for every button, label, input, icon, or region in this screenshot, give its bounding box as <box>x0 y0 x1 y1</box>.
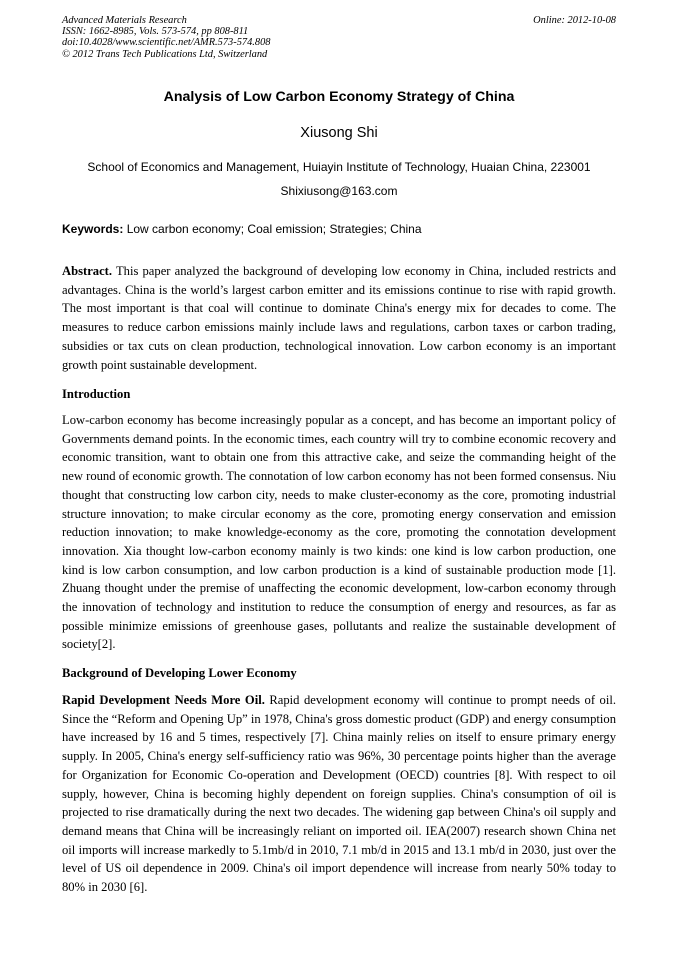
author-affiliation: School of Economics and Management, Huiayin Institute of Technology, Huaian China, 223001 <box>87 160 591 174</box>
issn-line: ISSN: 1662-8985, Vols. 573-574, pp 808-811 <box>62 26 249 38</box>
journal-header <box>62 15 616 60</box>
background-heading: Background of Developing Lower Economy <box>62 666 297 680</box>
abstract-text: This paper analyzed the background of developing low economy in China, included restricts and advantages. China is the world’s largest carbon emitter and its emissions continue to rise with rapid growth. The most important is that coal will continue to dominate China's energy mix for decades to come. The measures to reduce carbon emissions mainly include laws and regulations, carbon taxes or carbon trading, subsidies or tax cuts on clean production, technological innovation. Low carbon economy is an important growth point sustainable development. <box>62 264 616 372</box>
introduction-paragraph: Low-carbon economy has become increasingly popular as a concept, and has become an important policy of Governments demand points. In the economic times, each country will try to combine economic recovery and economic transition, want to obtain one from this attractive cake, and seize the commanding height of the new round of economic growth. The connotation of low carbon economy has not been formed consensus. Niu thought that constructing low carbon city, needs to make cluster-economy as the core, promoting industrial structure innovation; to make circular economy as the core, promoting energy conservation and emission reduction innovation; to make knowledge-economy as the core, promoting the connotation development innovation. Xia thought low-carbon economy mainly is two kinds: one kind is low carbon production, one kind is low carbon consumption, and low carbon production is a kind of sustainable production mode [1]. Zhuang thought under the premise of unaffecting the economic development, low-carbon economy through the innovation of technology and institution to reduce the consumption of energy and resources, as far as possible minimize emissions of greenhouse gases, pollutants and realize the sustainable development of society[2]. <box>62 413 616 652</box>
online-date: Online: 2012-10-08 <box>533 15 616 26</box>
journal-name: Advanced Materials Research <box>62 15 187 26</box>
abstract-label: Abstract. <box>62 264 113 278</box>
introduction-heading: Introduction <box>62 387 131 401</box>
keywords <box>62 222 616 236</box>
author-name: Xiusong Shi <box>300 125 378 141</box>
copyright-line: © 2012 Trans Tech Publications Ltd, Switzerland <box>62 48 268 60</box>
keywords-label: Keywords: <box>62 222 124 236</box>
author-email: Shixiusong@163.com <box>280 184 398 198</box>
keywords-text: Low carbon economy; Coal emission; Strategies; China <box>123 222 422 236</box>
rapid-development-lead: Rapid Development Needs More Oil. <box>62 693 265 707</box>
abstract <box>62 262 616 374</box>
rapid-development-text: Rapid development economy will continue to prompt needs of oil. Since the “Reform and Opening Up” in 1978, China's gross domestic product (GDP) and energy consumption have increased by 16 and 5 times, respectively [7]. China mainly relies on itself to ensure primary energy supply. In 2005, China's energy self-sufficiency ratio was 96%, 30 percentage points higher than the average for Organization for Economic Co-operation and Development (OECD) countries [8]. With respect to oil supply, however, China is becoming highly dependent on foreign supplies. China's consumption of oil is projected to rise dramatically during the next two decades. The widening gap between China's oil supply and demand means that China will be increasingly reliant on imported oil. IEA(2007) research shown China net oil imports will increase markedly to 5.1mb/d in 2010, 7.1 mb/d in 2015 and 13.1 mb/d in 2030, just over the level of US oil dependence in 2009. China's oil import dependence will increase from nearly 50% today to 80% in 2030 [6]. <box>62 693 616 895</box>
doi-line: doi:10.4028/www.scientific.net/AMR.573-574.808 <box>62 37 271 49</box>
paper-title: Analysis of Low Carbon Economy Strategy of China <box>163 89 515 105</box>
rapid-development-paragraph <box>62 691 616 897</box>
